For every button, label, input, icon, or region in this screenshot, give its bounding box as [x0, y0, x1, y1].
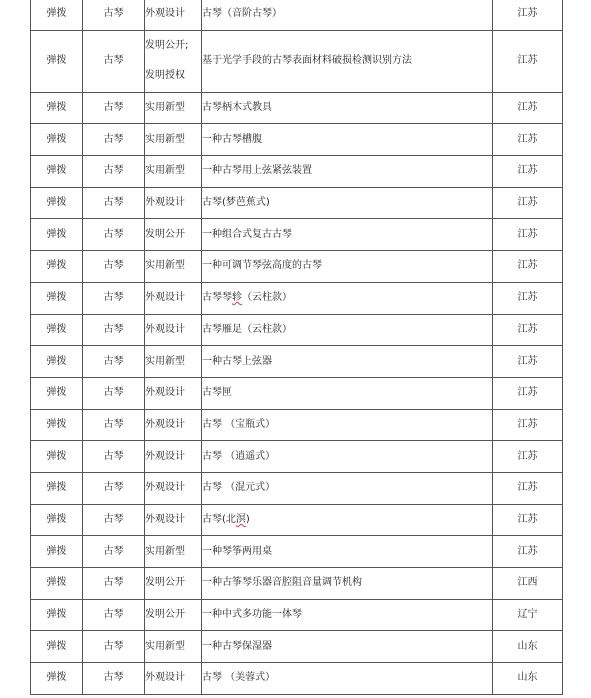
patent-type-cell: 外观设计 — [145, 441, 202, 473]
category-cell: 弹拨 — [31, 187, 83, 219]
instrument-cell: 古琴 — [83, 282, 145, 314]
instrument-cell: 古琴 — [83, 30, 145, 92]
patent-title-cell: 一种古琴槽腹 — [202, 124, 493, 156]
patent-type-cell: 实用新型 — [145, 536, 202, 568]
province-cell: 山东 — [493, 663, 563, 695]
category-cell: 弹拨 — [31, 219, 83, 251]
instrument-cell: 古琴 — [83, 409, 145, 441]
table-row — [31, 409, 563, 441]
table-row — [31, 0, 563, 30]
province-cell: 江苏 — [493, 0, 563, 30]
instrument-cell: 古琴 — [83, 441, 145, 473]
table-row — [31, 472, 563, 504]
patent-title-cell: 一种古筝琴乐器音腔阻音量调节机构 — [202, 568, 493, 600]
category-cell: 弹拨 — [31, 92, 83, 124]
province-cell: 江苏 — [493, 472, 563, 504]
table-row — [31, 536, 563, 568]
category-cell: 弹拨 — [31, 314, 83, 346]
title-text: （云柱款） — [242, 292, 292, 304]
province-cell: 江苏 — [493, 504, 563, 536]
table-row — [31, 30, 563, 92]
province-cell: 江苏 — [493, 219, 563, 251]
table-row — [31, 504, 563, 536]
category-cell: 弹拨 — [31, 251, 83, 283]
category-cell: 弹拨 — [31, 30, 83, 92]
province-cell: 江苏 — [493, 251, 563, 283]
table-row — [31, 346, 563, 378]
province-cell: 山东 — [493, 631, 563, 663]
patent-type-cell: 外观设计 — [145, 314, 202, 346]
instrument-cell: 古琴 — [83, 663, 145, 695]
instrument-cell: 古琴 — [83, 92, 145, 124]
patent-type-cell: 实用新型 — [145, 251, 202, 283]
province-cell: 辽宁 — [493, 599, 563, 631]
patent-title-cell: 一种古琴用上弦紧弦装置 — [202, 156, 493, 188]
table-row — [31, 314, 563, 346]
title-text: 古琴(北 — [202, 513, 236, 525]
instrument-cell: 古琴 — [83, 504, 145, 536]
patent-title-cell: 古琴 （混元式） — [202, 472, 493, 504]
patent-title-cell: 一种古琴上弦器 — [202, 346, 493, 378]
province-cell: 江苏 — [493, 409, 563, 441]
spellcheck-flagged-text: 溟 — [235, 513, 246, 525]
patent-type-cell: 实用新型 — [145, 631, 202, 663]
patent-title-cell: 一种古琴保湿器 — [202, 631, 493, 663]
patent-title-cell — [202, 282, 493, 314]
instrument-cell: 古琴 — [83, 314, 145, 346]
category-cell: 弹拨 — [31, 472, 83, 504]
patent-type-cell: 实用新型 — [145, 124, 202, 156]
instrument-cell: 古琴 — [83, 568, 145, 600]
category-cell: 弹拨 — [31, 504, 83, 536]
instrument-cell: 古琴 — [83, 599, 145, 631]
patent-title-cell: 一种可调节琴弦高度的古琴 — [202, 251, 493, 283]
patent-type-cell: 发明公开 — [145, 568, 202, 600]
instrument-cell: 古琴 — [83, 0, 145, 30]
patent-title-cell: 古琴 （逍遥式） — [202, 441, 493, 473]
patent-type-cell: 外观设计 — [145, 282, 202, 314]
table-row — [31, 663, 563, 695]
patent-type-cell: 实用新型 — [145, 92, 202, 124]
instrument-cell: 古琴 — [83, 631, 145, 663]
patent-title-cell: 古琴（音阶古琴） — [202, 0, 493, 30]
category-cell: 弹拨 — [31, 377, 83, 409]
patent-title-cell: 古琴 （美蓉式） — [202, 663, 493, 695]
province-cell: 江苏 — [493, 187, 563, 219]
patent-title-cell: 古琴 （宝瓶式） — [202, 409, 493, 441]
table-row — [31, 219, 563, 251]
province-cell: 江苏 — [493, 377, 563, 409]
instrument-cell: 古琴 — [83, 156, 145, 188]
patent-type-cell: 外观设计 — [145, 472, 202, 504]
instrument-cell: 古琴 — [83, 536, 145, 568]
category-cell: 弹拨 — [31, 156, 83, 188]
instrument-cell: 古琴 — [83, 472, 145, 504]
patent-type-cell: 外观设计 — [145, 187, 202, 219]
patent-type-cell — [145, 30, 202, 92]
table-row — [31, 251, 563, 283]
category-cell: 弹拨 — [31, 409, 83, 441]
province-cell: 江苏 — [493, 346, 563, 378]
patent-type-cell: 外观设计 — [145, 377, 202, 409]
patent-title-cell: 古琴匣 — [202, 377, 493, 409]
table-row — [31, 599, 563, 631]
patent-title-cell: 基于光学手段的古琴表面材料破损检测识别方法 — [202, 30, 493, 92]
category-cell: 弹拨 — [31, 441, 83, 473]
category-cell: 弹拨 — [31, 663, 83, 695]
patent-type-cell: 实用新型 — [145, 156, 202, 188]
instrument-cell: 古琴 — [83, 346, 145, 378]
spellcheck-flagged-text: 轸 — [232, 292, 242, 304]
patent-type-cell: 外观设计 — [145, 663, 202, 695]
category-cell: 弹拨 — [31, 536, 83, 568]
table-row — [31, 187, 563, 219]
table-row — [31, 568, 563, 600]
category-cell: 弹拨 — [31, 631, 83, 663]
province-cell: 江苏 — [493, 92, 563, 124]
category-cell: 弹拨 — [31, 599, 83, 631]
patent-type-cell: 外观设计 — [145, 504, 202, 536]
instrument-cell: 古琴 — [83, 251, 145, 283]
patent-title-cell: 一种琴筝两用桌 — [202, 536, 493, 568]
province-cell: 江苏 — [493, 156, 563, 188]
table-row — [31, 377, 563, 409]
category-cell: 弹拨 — [31, 346, 83, 378]
province-cell: 江苏 — [493, 282, 563, 314]
province-cell: 江苏 — [493, 124, 563, 156]
category-cell: 弹拨 — [31, 568, 83, 600]
province-cell: 江苏 — [493, 536, 563, 568]
instrument-cell: 古琴 — [83, 219, 145, 251]
patent-type-cell: 发明公开 — [145, 599, 202, 631]
category-cell: 弹拨 — [31, 124, 83, 156]
instrument-cell: 古琴 — [83, 377, 145, 409]
patent-type-line: 发明公开; — [145, 40, 189, 52]
patent-title-cell: 古琴雁足（云柱款） — [202, 314, 493, 346]
table-row — [31, 282, 563, 314]
patent-type-cell: 发明公开 — [145, 219, 202, 251]
province-cell: 江苏 — [493, 314, 563, 346]
province-cell: 江苏 — [493, 441, 563, 473]
patent-type-cell: 外观设计 — [145, 0, 202, 30]
patent-table — [30, 0, 563, 695]
patent-title-cell: 古琴柄木式教具 — [202, 92, 493, 124]
instrument-cell: 古琴 — [83, 124, 145, 156]
title-text: ) — [245, 513, 250, 525]
province-cell: 江苏 — [493, 30, 563, 92]
patent-title-cell: 一种中式多功能一体琴 — [202, 599, 493, 631]
table-row — [31, 92, 563, 124]
patent-title-cell: 古琴(梦芭蕉式) — [202, 187, 493, 219]
patent-type-cell: 外观设计 — [145, 409, 202, 441]
patent-title-cell — [202, 504, 493, 536]
table-row — [31, 124, 563, 156]
table-row — [31, 631, 563, 663]
category-cell: 弹拨 — [31, 0, 83, 30]
patent-title-cell: 一种组合式复古古琴 — [202, 219, 493, 251]
patent-type-cell: 实用新型 — [145, 346, 202, 378]
instrument-cell: 古琴 — [83, 187, 145, 219]
category-cell: 弹拨 — [31, 282, 83, 314]
patent-type-line: 发明授权 — [145, 70, 185, 82]
title-text: 古琴琴 — [202, 292, 232, 304]
table-row — [31, 156, 563, 188]
province-cell: 江西 — [493, 568, 563, 600]
table-row — [31, 441, 563, 473]
